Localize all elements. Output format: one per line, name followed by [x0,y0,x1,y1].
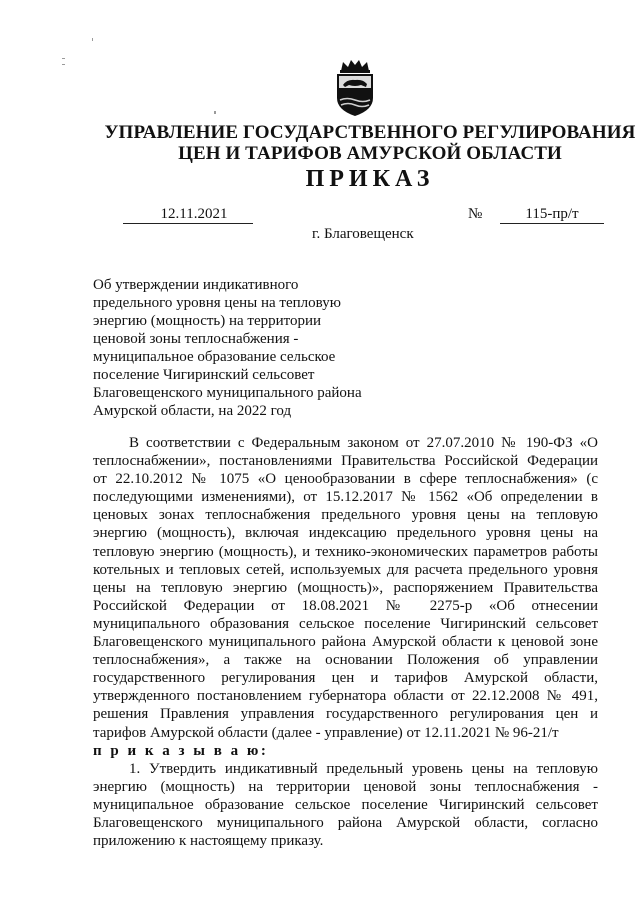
order-date: 12.11.2021 [123,205,253,224]
body-line: энергию (мощность), включая индексацию предельного уровня цены на [93,525,598,542]
body-line: от 22.10.2012 № 1075 «О ценообразовании в сфере теплоснабжения» (с [93,471,598,488]
body-line: котельных и тепловых сетей, используемых для расчета предельного уровня [93,561,598,578]
agency-name-line2: ЦЕН И ТАРИФОВ АМУРСКОЙ ОБЛАСТИ [178,143,562,164]
order-number-sign: № [468,206,483,222]
order-number: 115-пр/т [500,205,604,224]
item1-line: муниципальное образование сельское поселение Чигиринский сельсовет [93,796,598,813]
body-line: решения Правления управления государственного регулирования цен и [93,706,598,723]
decree-line [93,742,598,760]
body-line: тарифов Амурской области (далее - управление) от 12.11.2021 № 96-21/т [93,724,559,741]
document-title: ПРИКАЗ [305,166,435,192]
subject-line: предельного уровня цены на тепловую [93,295,341,311]
decree-word: п р и к а з ы в а ю: [93,742,269,759]
order-city: г. Благовещенск [312,226,414,242]
subject-line: Амурской области, на 2022 год [93,403,292,419]
subject-line: муниципальное образование сельское [93,349,336,365]
order-subject [93,276,393,420]
body-line: теплоснабжении», постановлениями Правительства Российской Федерации [93,453,598,470]
body-line: цены на тепловую энергию (мощность)», распоряжением Правительства [93,579,598,596]
body-line: тепловую энергию (мощность), и технико-экономических параметров работы [93,543,598,560]
item1-line: приложению к настоящему приказу. [93,833,324,850]
item1-line: 1. Утвердить индикативный предельный уровень цены на тепловую [129,760,598,777]
scan-mark [214,111,216,114]
agency-name-line1: УПРАВЛЕНИЕ ГОСУДАРСТВЕННОГО РЕГУЛИРОВАНИЯ [104,122,636,143]
body-line: Благовещенского муниципального района Амурской области к ценовой зоне [93,634,598,651]
subject-line: Благовещенского муниципального района [93,385,362,401]
subject-line: энергию (мощность) на территории [93,313,322,329]
body-line: государственного регулирования цен и тарифов Амурской области, [93,670,598,687]
scan-mark [62,58,65,59]
body-line: В соответствии с Федеральным законом от 27.07.2010 № 190-ФЗ «О [129,435,598,451]
body-line: утвержденного постановлением губернатора области от 22.12.2008 № 491, [93,688,598,705]
body-line: муниципального образования сельское поселение Чигиринский сельсовет [93,615,598,632]
body-line: ценовых зонах теплоснабжения предельного уровня цены на тепловую [93,507,598,524]
scan-mark [92,38,93,41]
scan-mark [62,64,65,65]
amur-oblast-coat-of-arms-icon [331,58,379,118]
body-line: теплоснабжения», а также на основании Положения об управлении [93,652,598,669]
body-line: Российской Федерации от 18.08.2021 № 2275-р «Об отнесении [93,597,598,614]
order-body [93,434,598,850]
item1-line: Благовещенского муниципального района Амурской области, согласно [93,814,598,831]
subject-line: поселение Чигиринский сельсовет [93,367,315,383]
body-line: последующими изменениями), от 15.12.2017 № 1562 «Об определении в [93,489,598,506]
item1-line: энергию (мощность) на территории ценовой зоны теплоснабжения - [93,778,598,795]
subject-line: Об утверждении индикативного [93,277,299,293]
subject-line: ценовой зоны теплоснабжения - [93,331,299,347]
